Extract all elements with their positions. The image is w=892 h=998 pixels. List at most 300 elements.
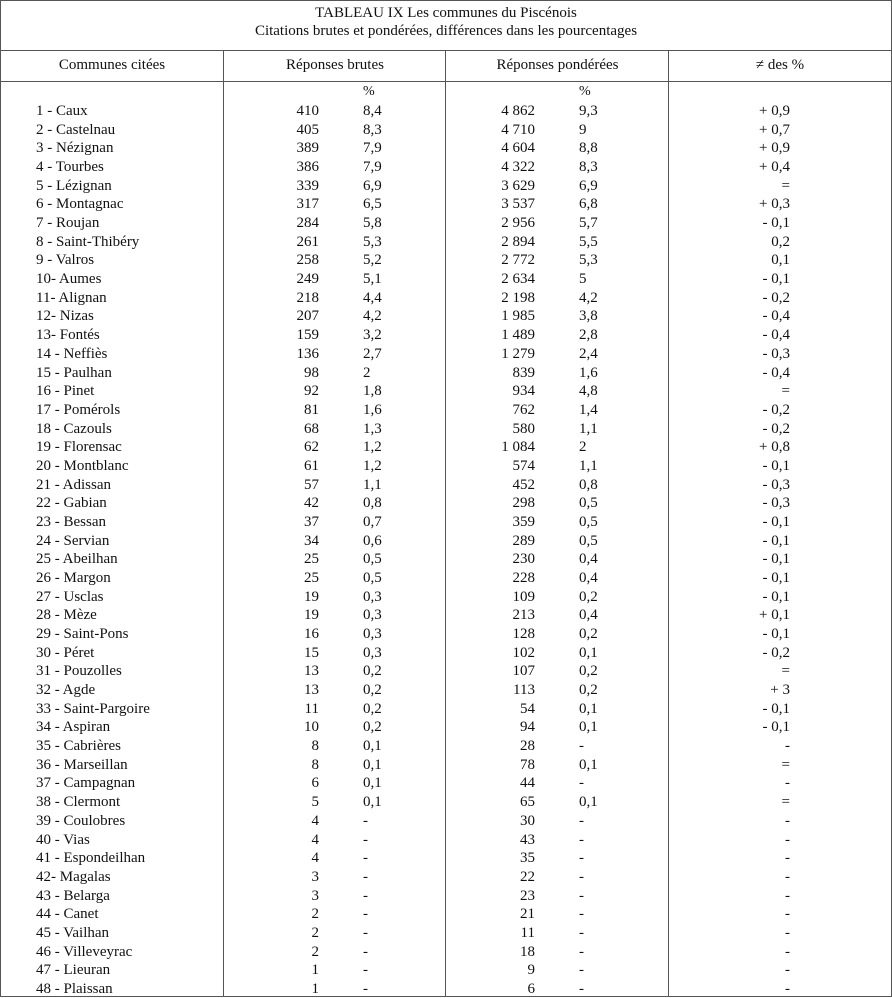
reponses-ponderees-pct: 2,8	[579, 327, 598, 344]
commune-name: 38 - Clermont	[36, 794, 121, 811]
table-row	[1, 195, 891, 213]
reponses-ponderees-value: 1 985	[501, 308, 535, 325]
reponses-ponderees-value: 230	[512, 551, 535, 568]
table-row	[1, 177, 891, 195]
difference-pct: -	[785, 980, 790, 997]
difference-pct: - 0,3	[762, 345, 790, 362]
commune-name: 15 - Paulhan	[36, 364, 112, 381]
reponses-brutes-pct: 7,9	[363, 140, 382, 157]
reponses-ponderees-pct: 8,3	[579, 159, 598, 176]
reponses-ponderees-pct: -	[579, 943, 584, 960]
reponses-ponderees-pct: 5,5	[579, 233, 598, 250]
commune-name: 14 - Neffiès	[36, 345, 108, 362]
reponses-brutes-pct: 1,6	[363, 401, 382, 418]
reponses-brutes-value: 386	[296, 159, 319, 176]
reponses-brutes-pct: -	[363, 906, 368, 923]
reponses-ponderees-pct: 0,1	[579, 719, 598, 736]
reponses-brutes-value: 81	[304, 401, 319, 418]
commune-name: 4 - Tourbes	[36, 159, 104, 176]
reponses-brutes-pct: 5,1	[363, 271, 382, 288]
reponses-ponderees-value: 28	[520, 738, 535, 755]
difference-pct: -	[785, 906, 790, 923]
table-row	[1, 102, 891, 120]
commune-name: 20 - Montblanc	[36, 457, 129, 474]
reponses-brutes-value: 57	[304, 476, 319, 493]
reponses-brutes-pct: 0,5	[363, 551, 382, 568]
difference-pct: - 0,4	[762, 308, 790, 325]
reponses-brutes-pct: 2	[363, 364, 371, 381]
reponses-brutes-value: 68	[304, 420, 319, 437]
commune-name: 39 - Coulobres	[36, 812, 126, 829]
reponses-ponderees-value: 11	[520, 924, 535, 941]
reponses-ponderees-value: 289	[512, 532, 535, 549]
difference-pct: - 0,1	[762, 513, 790, 530]
reponses-brutes-pct: 0,1	[363, 738, 382, 755]
reponses-brutes-pct: 4,4	[363, 289, 382, 306]
reponses-ponderees-value: 107	[512, 663, 535, 680]
table-row	[1, 849, 891, 867]
difference-pct: - 0,1	[762, 719, 790, 736]
reponses-ponderees-pct: 6,9	[579, 177, 598, 194]
reponses-brutes-pct: 1,8	[363, 383, 382, 400]
commune-name: 30 - Péret	[36, 644, 95, 661]
reponses-brutes-pct: 8,4	[363, 103, 382, 119]
table-row	[1, 289, 891, 307]
reponses-ponderees-value: 113	[513, 682, 535, 699]
reponses-brutes-pct: 0,3	[363, 626, 382, 643]
difference-pct: + 0,8	[759, 439, 790, 456]
reponses-brutes-value: 19	[304, 588, 319, 605]
difference-pct: -	[785, 812, 790, 829]
difference-pct: + 0,9	[759, 140, 790, 157]
reponses-brutes-value: 410	[296, 103, 319, 119]
reponses-ponderees-pct: 0,1	[579, 700, 598, 717]
table-row	[1, 905, 891, 923]
table-row	[1, 270, 891, 288]
reponses-ponderees-value: 23	[520, 887, 535, 904]
table-row	[1, 588, 891, 606]
table-row	[1, 774, 891, 792]
reponses-ponderees-pct: 5,3	[579, 252, 598, 269]
reponses-ponderees-value: 839	[512, 364, 535, 381]
table-row	[1, 662, 891, 680]
difference-pct: + 0,3	[759, 196, 790, 213]
reponses-brutes-pct: 3,2	[363, 327, 382, 344]
reponses-ponderees-pct: 0,1	[579, 756, 598, 773]
difference-pct: =	[781, 663, 790, 680]
reponses-ponderees-pct: 0,5	[579, 532, 598, 549]
reponses-ponderees-pct: -	[579, 738, 584, 755]
difference-pct: - 0,1	[762, 700, 790, 717]
commune-name: 5 - Lézignan	[36, 177, 112, 194]
reponses-brutes-pct: 0,5	[363, 570, 382, 586]
table-row	[1, 756, 891, 774]
reponses-ponderees-value: 4 862	[501, 103, 535, 119]
reponses-ponderees-value: 128	[512, 626, 535, 643]
table-row	[1, 793, 891, 811]
reponses-ponderees-value: 94	[520, 719, 535, 736]
difference-pct: -	[785, 962, 790, 979]
reponses-brutes-value: 62	[304, 439, 319, 456]
commune-name: 2 - Castelnau	[36, 121, 116, 138]
commune-name: 23 - Bessan	[36, 513, 106, 530]
difference-pct: - 0,2	[762, 401, 790, 418]
reponses-brutes-value: 3	[311, 887, 319, 904]
difference-pct: + 0,1	[759, 607, 790, 624]
reponses-brutes-pct: 4,2	[363, 308, 382, 325]
reponses-brutes-pct: -	[363, 850, 368, 867]
table-row	[1, 364, 891, 382]
subheader-ponderees-pct: %	[579, 84, 591, 99]
reponses-brutes-pct: -	[363, 980, 368, 997]
reponses-ponderees-value: 9	[527, 962, 535, 979]
table-row	[1, 326, 891, 344]
reponses-brutes-value: 37	[304, 513, 319, 530]
commune-name: 27 - Usclas	[36, 588, 104, 605]
reponses-ponderees-pct: -	[579, 962, 584, 979]
table-row	[1, 457, 891, 475]
reponses-ponderees-value: 580	[512, 420, 535, 437]
reponses-brutes-value: 339	[296, 177, 319, 194]
reponses-brutes-value: 317	[296, 196, 319, 213]
reponses-ponderees-value: 78	[520, 756, 535, 773]
reponses-brutes-pct: 1,2	[363, 457, 382, 474]
reponses-ponderees-value: 359	[512, 513, 535, 530]
reponses-ponderees-value: 22	[520, 868, 535, 885]
commune-name: 24 - Servian	[36, 532, 110, 549]
reponses-brutes-value: 389	[296, 140, 319, 157]
reponses-ponderees-pct: 1,1	[579, 420, 598, 437]
reponses-brutes-value: 5	[311, 794, 319, 811]
difference-pct: + 0,9	[759, 103, 790, 119]
table-row	[1, 625, 891, 643]
table-row	[1, 476, 891, 494]
commune-name: 12- Nizas	[36, 308, 94, 325]
reponses-brutes-pct: 0,6	[363, 532, 382, 549]
difference-pct: -	[785, 850, 790, 867]
reponses-brutes-pct: 5,8	[363, 215, 382, 232]
reponses-brutes-pct: 5,2	[363, 252, 382, 269]
reponses-brutes-pct: 0,3	[363, 588, 382, 605]
table-row	[1, 494, 891, 512]
reponses-brutes-value: 2	[311, 943, 319, 960]
reponses-ponderees-pct: 0,8	[579, 476, 598, 493]
reponses-ponderees-pct: -	[579, 924, 584, 941]
reponses-brutes-value: 25	[304, 570, 319, 586]
reponses-ponderees-pct: 0,1	[579, 794, 598, 811]
difference-pct: - 0,2	[762, 289, 790, 306]
difference-pct: - 0,1	[762, 271, 790, 288]
commune-name: 47 - Lieuran	[36, 962, 111, 979]
reponses-ponderees-pct: 8,8	[579, 140, 598, 157]
subheader-brutes-pct: %	[363, 84, 375, 99]
difference-pct: - 0,1	[762, 457, 790, 474]
reponses-ponderees-value: 35	[520, 850, 535, 867]
table-row	[1, 961, 891, 979]
commune-name: 16 - Pinet	[36, 383, 95, 400]
table-row	[1, 251, 891, 269]
reponses-ponderees-pct: 0,2	[579, 663, 598, 680]
reponses-ponderees-pct: 4,8	[579, 383, 598, 400]
commune-name: 13- Fontés	[36, 327, 100, 344]
table-row	[1, 681, 891, 699]
reponses-ponderees-value: 102	[512, 644, 535, 661]
commune-name: 11- Alignan	[36, 289, 107, 306]
reponses-brutes-pct: 0,3	[363, 644, 382, 661]
commune-name: 21 - Adissan	[36, 476, 111, 493]
reponses-ponderees-pct: 9,3	[579, 103, 598, 119]
reponses-ponderees-value: 1 489	[501, 327, 535, 344]
difference-pct: -	[785, 868, 790, 885]
reponses-brutes-value: 15	[304, 644, 319, 661]
difference-pct: - 0,3	[762, 495, 790, 512]
reponses-brutes-value: 98	[304, 364, 319, 381]
reponses-ponderees-pct: -	[579, 850, 584, 867]
reponses-ponderees-pct: 3,8	[579, 308, 598, 325]
difference-pct: =	[781, 794, 790, 811]
difference-pct: - 0,1	[762, 215, 790, 232]
commune-name: 45 - Vailhan	[36, 924, 110, 941]
reponses-brutes-value: 4	[311, 812, 319, 829]
reponses-brutes-pct: 5,3	[363, 233, 382, 250]
table-row	[1, 382, 891, 400]
reponses-ponderees-value: 54	[520, 700, 535, 717]
reponses-ponderees-value: 1 279	[501, 345, 535, 362]
difference-pct: -	[785, 831, 790, 848]
reponses-brutes-value: 61	[304, 457, 319, 474]
table-row	[1, 532, 891, 550]
reponses-ponderees-pct: 0,4	[579, 607, 598, 624]
reponses-brutes-value: 10	[304, 719, 319, 736]
difference-pct: - 0,1	[762, 626, 790, 643]
reponses-ponderees-value: 2 198	[501, 289, 535, 306]
reponses-ponderees-pct: -	[579, 980, 584, 997]
table-row	[1, 569, 891, 587]
header-difference-pct: ≠ des %	[755, 57, 805, 73]
difference-pct: - 0,3	[762, 476, 790, 493]
difference-pct: -	[785, 887, 790, 904]
reponses-brutes-pct: 7,9	[363, 159, 382, 176]
difference-pct: - 0,1	[762, 588, 790, 605]
reponses-ponderees-pct: -	[579, 775, 584, 792]
commune-name: 6 - Montagnac	[36, 196, 124, 213]
difference-pct: =	[781, 756, 790, 773]
difference-pct: - 0,2	[762, 644, 790, 661]
commune-name: 25 - Abeilhan	[36, 551, 118, 568]
reponses-ponderees-pct: 4,2	[579, 289, 598, 306]
reponses-brutes-value: 19	[304, 607, 319, 624]
table-row	[1, 550, 891, 568]
reponses-brutes-pct: -	[363, 831, 368, 848]
reponses-ponderees-value: 3 629	[501, 177, 535, 194]
reponses-ponderees-pct: -	[579, 812, 584, 829]
table-row	[1, 868, 891, 886]
reponses-ponderees-value: 3 537	[501, 196, 535, 213]
reponses-ponderees-value: 574	[512, 457, 535, 474]
reponses-ponderees-value: 43	[520, 831, 535, 848]
reponses-ponderees-pct: -	[579, 887, 584, 904]
reponses-brutes-pct: 0,8	[363, 495, 382, 512]
reponses-ponderees-pct: -	[579, 868, 584, 885]
reponses-brutes-pct: 0,2	[363, 682, 382, 699]
reponses-brutes-value: 136	[296, 345, 319, 362]
table-row	[1, 158, 891, 176]
commune-name: 34 - Aspiran	[36, 719, 111, 736]
commune-name: 9 - Valros	[36, 252, 95, 269]
reponses-brutes-pct: 6,5	[363, 196, 382, 213]
difference-pct: + 0,4	[759, 159, 790, 176]
commune-name: 10- Aumes	[36, 271, 102, 288]
reponses-ponderees-pct: 1,4	[579, 401, 598, 418]
reponses-brutes-pct: -	[363, 887, 368, 904]
reponses-brutes-value: 4	[311, 831, 319, 848]
reponses-brutes-value: 13	[304, 663, 319, 680]
commune-name: 22 - Gabian	[36, 495, 107, 512]
reponses-ponderees-value: 452	[512, 476, 535, 493]
commune-name: 26 - Margon	[36, 570, 111, 586]
reponses-ponderees-value: 4 322	[501, 159, 535, 176]
reponses-ponderees-pct: 0,5	[579, 495, 598, 512]
table-row	[1, 121, 891, 139]
table-subtitle: Citations brutes et pondérées, différences dans les pourcentages	[254, 23, 638, 39]
reponses-brutes-pct: 6,9	[363, 177, 382, 194]
reponses-brutes-pct: -	[363, 868, 368, 885]
reponses-ponderees-value: 2 772	[501, 252, 535, 269]
reponses-ponderees-value: 213	[512, 607, 535, 624]
reponses-brutes-value: 284	[296, 215, 319, 232]
table-row	[1, 887, 891, 905]
reponses-ponderees-pct: -	[579, 831, 584, 848]
reponses-ponderees-pct: 1,6	[579, 364, 598, 381]
reponses-ponderees-pct: 0,2	[579, 588, 598, 605]
commune-name: 3 - Nézignan	[36, 140, 114, 157]
reponses-brutes-value: 8	[311, 756, 319, 773]
commune-name: 33 - Saint-Pargoire	[36, 700, 150, 717]
reponses-ponderees-value: 30	[520, 812, 535, 829]
reponses-ponderees-pct: 0,5	[579, 513, 598, 530]
difference-pct: - 0,4	[762, 327, 790, 344]
reponses-ponderees-value: 2 956	[501, 215, 535, 232]
reponses-ponderees-pct: 1,1	[579, 457, 598, 474]
reponses-ponderees-pct: 2,4	[579, 345, 598, 362]
reponses-brutes-pct: 2,7	[363, 345, 382, 362]
reponses-ponderees-value: 228	[512, 570, 535, 586]
header-reponses-ponderees: Réponses pondérées	[496, 57, 619, 73]
reponses-brutes-pct: 1,3	[363, 420, 382, 437]
reponses-brutes-value: 92	[304, 383, 319, 400]
table-row	[1, 737, 891, 755]
commune-name: 31 - Pouzolles	[36, 663, 122, 680]
reponses-brutes-pct: 1,1	[363, 476, 382, 493]
commune-name: 41 - Espondeilhan	[36, 850, 146, 867]
commune-name: 7 - Roujan	[36, 215, 100, 232]
reponses-brutes-value: 405	[296, 121, 319, 138]
header-communes: Communes citées	[58, 57, 166, 73]
commune-name: 44 - Canet	[36, 906, 99, 923]
table-row	[1, 214, 891, 232]
reponses-brutes-pct: -	[363, 924, 368, 941]
reponses-ponderees-value: 4 710	[501, 121, 535, 138]
reponses-brutes-pct: 0,1	[363, 794, 382, 811]
reponses-ponderees-pct: 0,4	[579, 551, 598, 568]
difference-pct: -	[785, 943, 790, 960]
difference-pct: + 0,7	[759, 121, 790, 138]
commune-name: 43 - Belarga	[36, 887, 110, 904]
commune-name: 40 - Vias	[36, 831, 90, 848]
reponses-brutes-value: 4	[311, 850, 319, 867]
reponses-brutes-value: 258	[296, 252, 319, 269]
reponses-brutes-pct: 0,7	[363, 513, 382, 530]
commune-name: 37 - Campagnan	[36, 775, 136, 792]
difference-pct: -	[785, 924, 790, 941]
reponses-brutes-value: 8	[311, 738, 319, 755]
difference-pct: + 3	[770, 682, 790, 699]
reponses-brutes-pct: 8,3	[363, 121, 382, 138]
commune-name: 19 - Florensac	[36, 439, 122, 456]
header-reponses-brutes: Réponses brutes	[286, 57, 384, 73]
reponses-brutes-value: 1	[311, 962, 319, 979]
reponses-ponderees-value: 4 604	[501, 140, 535, 157]
commune-name: 48 - Plaissan	[36, 980, 113, 997]
reponses-brutes-pct: 1,2	[363, 439, 382, 456]
difference-pct: 0,1	[771, 252, 790, 269]
commune-name: 17 - Pomérols	[36, 401, 121, 418]
reponses-brutes-value: 25	[304, 551, 319, 568]
reponses-brutes-value: 218	[296, 289, 319, 306]
reponses-brutes-pct: -	[363, 812, 368, 829]
difference-pct: 0,2	[771, 233, 790, 250]
reponses-brutes-pct: -	[363, 962, 368, 979]
reponses-brutes-value: 13	[304, 682, 319, 699]
table-row	[1, 513, 891, 531]
reponses-ponderees-pct: 0,2	[579, 682, 598, 699]
table-title-box	[1, 1, 891, 51]
reponses-brutes-value: 34	[304, 532, 319, 549]
table-row	[1, 924, 891, 942]
commune-name: 1 - Caux	[36, 103, 88, 119]
reponses-ponderees-value: 2 634	[501, 271, 535, 288]
reponses-ponderees-value: 21	[520, 906, 535, 923]
reponses-ponderees-value: 934	[512, 383, 535, 400]
reponses-brutes-value: 11	[304, 700, 319, 717]
reponses-brutes-pct: 0,3	[363, 607, 382, 624]
table-row	[1, 644, 891, 662]
commune-name: 36 - Marseillan	[36, 756, 128, 773]
reponses-brutes-pct: 0,1	[363, 775, 382, 792]
table-row	[1, 307, 891, 325]
reponses-ponderees-value: 762	[512, 401, 535, 418]
reponses-brutes-pct: 0,1	[363, 756, 382, 773]
difference-pct: - 0,2	[762, 420, 790, 437]
reponses-brutes-value: 16	[304, 626, 319, 643]
difference-pct: -	[785, 738, 790, 755]
reponses-brutes-pct: 0,2	[363, 663, 382, 680]
reponses-ponderees-pct: 0,2	[579, 626, 598, 643]
commune-name: 28 - Mèze	[36, 607, 97, 624]
reponses-ponderees-value: 1 084	[501, 439, 535, 456]
difference-pct: =	[781, 177, 790, 194]
difference-pct: - 0,1	[762, 570, 790, 586]
difference-pct: - 0,1	[762, 532, 790, 549]
reponses-ponderees-pct: 5,7	[579, 215, 598, 232]
reponses-ponderees-pct: 9	[579, 121, 587, 138]
reponses-brutes-value: 42	[304, 495, 319, 512]
commune-name: 42- Magalas	[36, 868, 111, 885]
reponses-brutes-value: 6	[311, 775, 319, 792]
reponses-ponderees-pct: 0,4	[579, 570, 598, 586]
table-row	[1, 438, 891, 456]
commune-name: 18 - Cazouls	[36, 420, 112, 437]
